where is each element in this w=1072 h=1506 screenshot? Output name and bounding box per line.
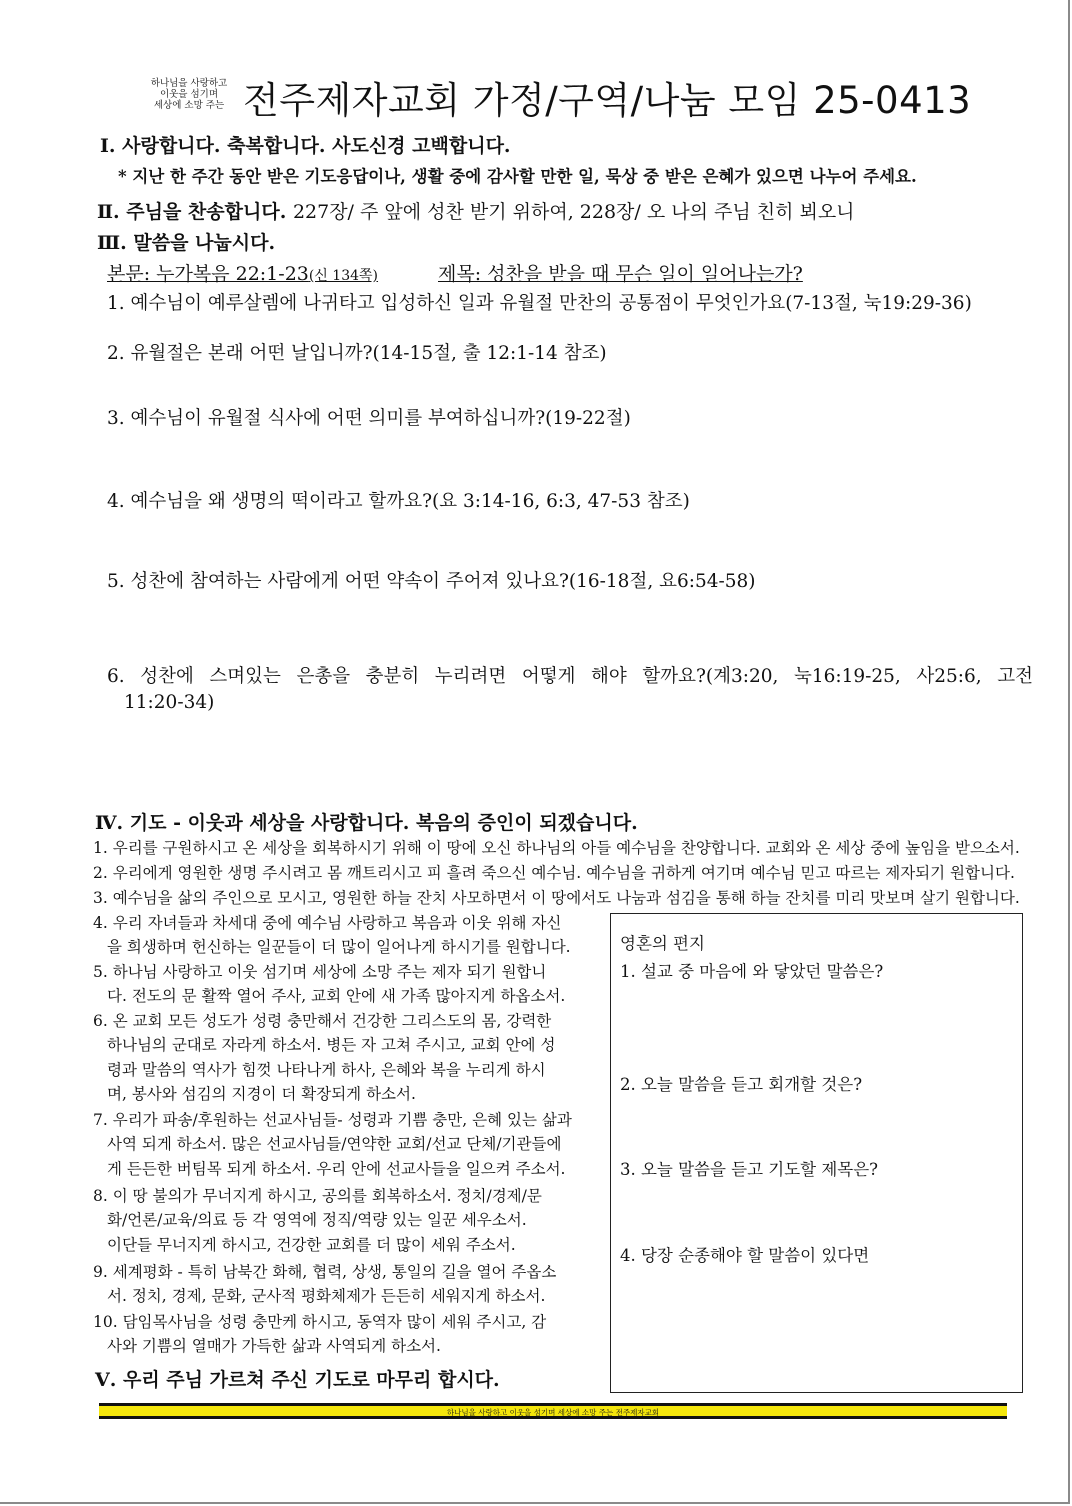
prayer-item (93, 911, 605, 960)
question-5: 5. 성찬에 참여하는 사람에게 어떤 약속이 주어져 있나요?(16-18절, 요6:54-58) (107, 571, 756, 592)
prayer-line: 며, 봉사와 섬김의 지경이 더 확장되게 하소서. (107, 1084, 416, 1103)
scripture-reference (107, 259, 378, 286)
prayer-line: 하나님의 군대로 자라게 하소서. 병든 자 고쳐 주시고, 교회 안에 성 (107, 1036, 556, 1055)
section1-heading: Ⅰ. 사랑합니다. 축복합니다. 사도신경 고백합니다. (100, 135, 511, 157)
question-6: 6. 성찬에 스며있는 은총을 충분히 누리려면 어떻게 해야 할까요?(계3:20, 눅16:19-25, 사25:6, 고전 (107, 666, 1033, 687)
prayer-line: 8. 이 땅 불의가 무너지게 하시고, 공의를 회복하소서. 정치/경제/문 (93, 1187, 542, 1205)
motto-line: 세상에 소망 주는 (153, 100, 225, 111)
section4-heading: Ⅳ. 기도 - 이웃과 세상을 사랑합니다. 복음의 증인이 되겠습니다. (95, 812, 638, 834)
prayer-line: 사역 되게 하소서. 많은 선교사님들/연약한 교회/선교 단체/기관들에 (107, 1135, 562, 1154)
prayer-line: 10. 담임목사님을 성령 충만케 하시고, 동역자 많이 세워 주시고, 감 (93, 1313, 547, 1331)
prayer-item (93, 1184, 605, 1257)
soul-letter-box (610, 913, 1023, 1393)
prayer-line: 서. 정치, 경제, 문화, 군사적 평화체제가 든든히 세워지게 하소서. (107, 1287, 546, 1306)
question-1: 1. 예수님이 예루살렘에 나귀타고 입성하신 일과 유월절 만찬의 공통점이 무엇인가요(7-13절, 눅19:29-36) (107, 293, 972, 314)
prayer-line: 사와 기쁨의 열매가 가득한 삶과 사역되게 하소서. (107, 1337, 441, 1356)
prayer-item: 3. 예수님을 삶의 주인으로 모시고, 영원한 하늘 잔치 사모하면서 이 땅에서도 나눔과 섬김을 통해 하늘 잔치를 미리 맛보며 살기 원합니다. (93, 889, 1020, 907)
prayer-line: 6. 온 교회 모든 성도가 성령 충만해서 건강한 그리스도의 몸, 강력한 (93, 1012, 552, 1030)
prayer-line: 게 든든한 버팀목 되게 하소서. 우리 안에 선교사들을 일으켜 주소서. (107, 1159, 566, 1178)
prayer-line: 4. 우리 자녀들과 차세대 중에 예수님 사랑하고 복음과 이웃 위해 자신 (93, 914, 562, 932)
hymn-list: 227장/ 주 앞에 성찬 받기 위하여, 228장/ 오 나의 주님 친히 뵈오니 (292, 201, 855, 223)
prayer-line: 다. 전도의 문 활짝 열어 주사, 교회 안에 새 가족 많아지게 하옵소서. (107, 987, 566, 1006)
prayer-line: 이단들 무너지게 하시고, 건강한 교회를 더 많이 세워 주소서. (107, 1235, 516, 1254)
closing-prayer: Ⅴ. 우리 주님 가르쳐 주신 기도로 마무리 합시다. (95, 1369, 500, 1391)
question-3: 3. 예수님이 유월절 식사에 어떤 의미를 부여하십니까?(19-22절) (107, 408, 631, 429)
question-4: 4. 예수님을 왜 생명의 떡이라고 할까요?(요 3:14-16, 6:3, 47-53 참조) (107, 491, 690, 512)
prayer-item (93, 1009, 605, 1106)
prayer-item: 1. 우리를 구원하시고 온 세상을 회복하시기 위해 이 땅에 오신 하나님의 아들 예수님을 찬양합니다. 교회와 온 세상 중에 높임을 받으소서. (93, 839, 1020, 857)
section1-note: * 지난 한 주간 동안 받은 기도응답이나, 생활 중에 감사할 만한 일, 묵상 중 받은 은혜가 있으면 나누어 주세요. (118, 167, 917, 186)
section3-heading: Ⅲ. 말씀을 나눕시다. (97, 232, 276, 254)
prayer-item: 2. 우리에게 영원한 생명 주시려고 몸 깨트리시고 피 흘려 죽으신 예수님. 예수님을 귀하게 여기며 예수님 믿고 따르는 제자되기 원합니다. (93, 864, 1015, 882)
page-title: 전주제자교회 가정/구역/나눔 모임 25-0413 (243, 79, 972, 122)
sermon-title: 제목: 성찬을 받을 때 무슨 일이 일어나는가? (438, 263, 803, 285)
scripture-page: (신 134쪽) (308, 268, 379, 284)
church-motto (140, 78, 238, 111)
section2-heading: Ⅱ. 주님을 찬송합니다. (97, 201, 287, 223)
prayer-item (93, 1108, 605, 1181)
letter-item: 3. 오늘 말씀을 듣고 기도할 제목은? (620, 1160, 879, 1179)
motto-line: 이웃을 섬기며 (159, 89, 219, 100)
prayer-line: 화/언론/교육/의료 등 각 영역에 정직/역량 있는 일꾼 세우소서. (107, 1211, 527, 1230)
prayer-line: 령과 말씀의 역사가 힘껏 나타나게 하사, 은혜와 복을 누리게 하시 (107, 1060, 546, 1079)
footer-text: 하나님을 사랑하고 이웃을 섬기며 세상에 소망 주는 전주제자교회 (446, 1408, 660, 1417)
prayer-line: 9. 세계평화 - 특히 남북간 화해, 협력, 상생, 통일의 길을 열어 주옵소 (93, 1263, 557, 1281)
question-6-continued: 11:20-34) (124, 692, 215, 713)
letter-item: 2. 오늘 말씀을 듣고 회개할 것은? (620, 1075, 863, 1094)
motto-line: 하나님을 사랑하고 (150, 78, 228, 89)
prayer-item (93, 1310, 605, 1359)
letter-item: 1. 설교 중 마음에 와 닿았던 말씀은? (620, 962, 884, 981)
letter-title: 영혼의 편지 (620, 934, 705, 953)
prayer-item (93, 1260, 605, 1309)
footer-bar (99, 1403, 1007, 1419)
scripture-text: 본문: 누가복음 22:1-23 (107, 263, 309, 285)
prayer-line: 5. 하나님 사랑하고 이웃 섬기며 세상에 소망 주는 제자 되기 원합니 (93, 963, 547, 981)
prayer-item (93, 960, 605, 1009)
section2 (97, 197, 855, 224)
letter-item: 4. 당장 순종해야 할 말씀이 있다면 (620, 1246, 870, 1265)
question-2: 2. 유월절은 본래 어떤 날입니까?(14-15절, 출 12:1-14 참조) (107, 343, 607, 364)
prayer-line: 7. 우리가 파송/후원하는 선교사님들- 성령과 기쁨 충만, 은혜 있는 삶과 (93, 1111, 572, 1129)
prayer-line: 을 희생하며 헌신하는 일꾼들이 더 많이 일어나게 하시기를 원합니다. (107, 938, 571, 957)
